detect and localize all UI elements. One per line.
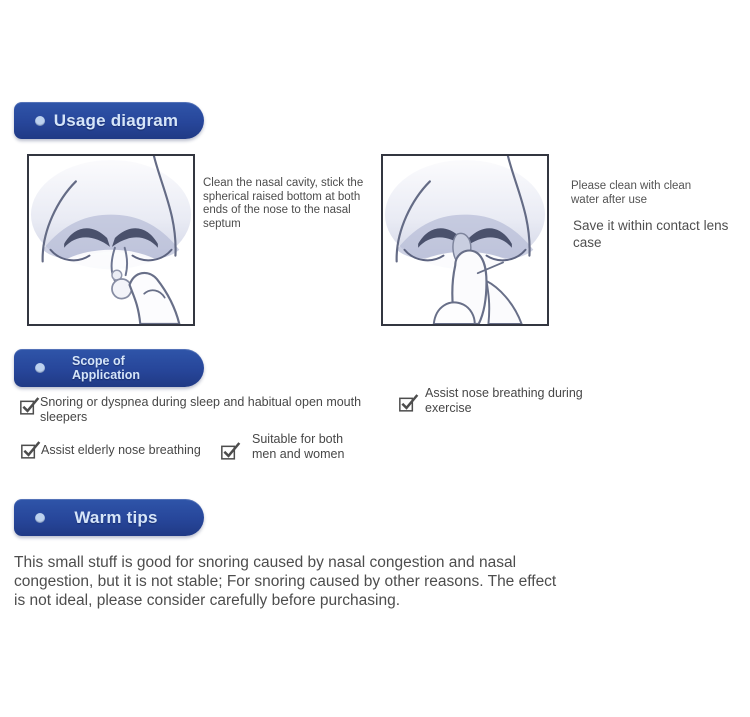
scope-item-label: Suitable for both men and women xyxy=(252,432,345,461)
nose-press-illustration xyxy=(383,156,547,324)
usage-section-header xyxy=(14,102,204,139)
nose-insert-illustration xyxy=(29,156,193,324)
checkbox-checked-icon xyxy=(20,396,40,415)
usage-step2-image xyxy=(381,154,549,326)
warm-section-header xyxy=(14,499,204,536)
scope-title-line1: Scope of xyxy=(72,354,125,368)
bullet-dot-icon xyxy=(35,116,45,126)
bullet-dot-icon xyxy=(35,513,45,523)
usage-section-title: Usage diagram xyxy=(53,110,179,130)
warm-tips-paragraph: This small stuff is good for snoring caused by nasal congestion and nasal congestion, but it is not stable; For snoring caused by other reasons. The effect is not ideal, please consider carefully before purchasing. xyxy=(14,554,557,609)
checkbox-checked-icon xyxy=(399,393,419,412)
bullet-dot-icon xyxy=(35,363,45,373)
scope-section-header xyxy=(14,349,204,387)
usage-step1-caption: Clean the nasal cavity, stick the spherical raised bottom at both ends of the nose to the nasal septum xyxy=(203,177,364,230)
usage-step1-image xyxy=(27,154,195,326)
checkbox-checked-icon xyxy=(221,441,241,460)
usage-step2-caption-2: Save it within contact lens case xyxy=(573,218,729,250)
scope-item-label: Assist elderly nose breathing xyxy=(41,443,201,457)
scope-item-label: Snoring or dyspnea during sleep and habitual open mouth sleepers xyxy=(40,395,362,424)
usage-step2-caption-1: Please clean with clean water after use xyxy=(571,180,692,206)
warm-section-title: Warm tips xyxy=(74,507,158,527)
scope-item-label: Assist nose breathing during exercise xyxy=(425,386,583,415)
checkbox-checked-icon xyxy=(21,440,41,459)
scope-title-line2: Application xyxy=(72,368,141,382)
